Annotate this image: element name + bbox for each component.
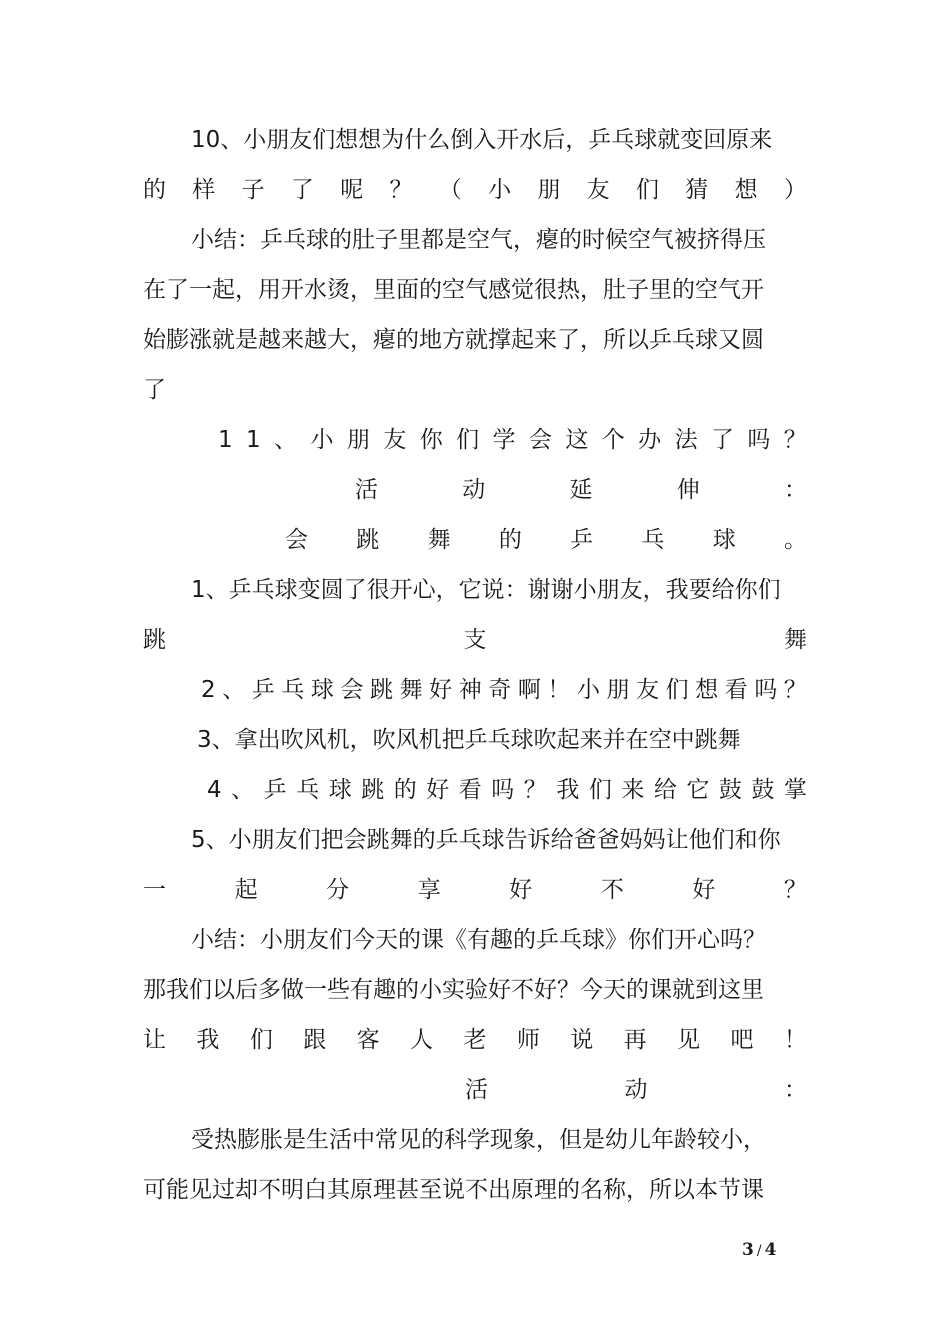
justified-char: （: [438, 177, 462, 203]
justified-char: 乓: [641, 527, 665, 553]
justified-char: 1: [246, 427, 261, 453]
justified-char: 伸: [676, 477, 700, 503]
justified-char: 动: [624, 1077, 648, 1103]
justified-char: 友: [586, 177, 610, 203]
justified-char: 说: [570, 1027, 594, 1053]
justified-char: 小: [310, 427, 334, 453]
justified-char: 2: [201, 677, 216, 703]
justified-char: 好: [429, 677, 453, 703]
justified-char: 呢: [340, 177, 364, 203]
justified-char: 舞: [399, 677, 423, 703]
paragraph-line-justified: [143, 415, 807, 465]
justified-char: 乓: [296, 777, 320, 803]
justified-char: 舞: [784, 627, 807, 653]
summary-line: 小结：乒乓球的肚子里都是空气，瘪的时候空气被挤得压: [191, 227, 766, 253]
justified-char: 看: [724, 677, 748, 703]
justified-char: 师: [516, 1027, 540, 1053]
current-page: 3: [742, 1240, 754, 1260]
justified-char: 们: [588, 777, 612, 803]
step-line-justified: [143, 615, 807, 665]
total-pages: 4: [764, 1240, 777, 1260]
justified-char: 乒: [263, 777, 287, 803]
justified-char: 一: [143, 877, 166, 903]
justified-char: 乓: [281, 677, 305, 703]
justified-char: 不: [600, 877, 624, 903]
justified-char: 个: [601, 427, 625, 453]
paragraph-line: 可能见过却不明白其原理甚至说不出原理的名称，所以本节课: [143, 1177, 764, 1203]
justified-char: ？: [783, 427, 807, 453]
justified-char: 延: [569, 477, 593, 503]
justified-char: 吗: [491, 777, 515, 803]
justified-char: 子: [241, 177, 265, 203]
justified-char: 的: [393, 777, 417, 803]
justified-char: 好: [426, 777, 450, 803]
justified-char: 支: [463, 627, 487, 653]
justified-char: 人: [410, 1027, 434, 1053]
justified-char: 奇: [488, 677, 512, 703]
justified-char: 吧: [730, 1027, 754, 1053]
justified-char: 它: [686, 777, 710, 803]
justified-char: 、: [274, 427, 298, 453]
paragraph-line-justified: [143, 1015, 807, 1065]
justified-char: 小: [576, 677, 600, 703]
paragraph-line: 那我们以后多做一些有趣的小实验好不好？今天的课就到这里: [143, 977, 764, 1003]
justified-char: 分: [326, 877, 350, 903]
justified-char: 的: [143, 177, 166, 203]
justified-char: 朋: [346, 427, 370, 453]
justified-char: 们: [249, 1027, 273, 1053]
justified-char: 老: [463, 1027, 487, 1053]
justified-char: 啊: [517, 677, 541, 703]
paragraph-line: 始膨涨就是越来越大，瘪的地方就撑起来了，所以乒乓球又圆: [143, 327, 764, 353]
justified-char: 友: [636, 677, 660, 703]
justified-char: 友: [383, 427, 407, 453]
justified-char: 再: [623, 1027, 647, 1053]
justified-char: ？: [783, 677, 807, 703]
step-line: 3、拿出吹风机，吹风机把乒乓球吹起来并在空中跳舞: [197, 727, 741, 753]
paragraph-line: 了: [143, 377, 166, 403]
justified-char: 办: [638, 427, 662, 453]
justified-char: 。: [783, 527, 807, 553]
justified-char: 、: [231, 777, 255, 803]
justified-char: 乒: [570, 527, 594, 553]
paragraph-line-justified: [143, 165, 807, 215]
justified-char: 小: [488, 177, 512, 203]
justified-char: 舞: [427, 527, 451, 553]
justified-char: 、: [222, 677, 246, 703]
justified-char: 这: [565, 427, 589, 453]
justified-char: ！: [783, 1027, 807, 1053]
justified-char: 跳: [370, 677, 394, 703]
justified-char: 让: [143, 1027, 166, 1053]
justified-char: 好: [692, 877, 716, 903]
justified-char: 看: [458, 777, 482, 803]
justified-char: 我: [196, 1027, 220, 1053]
step-line: 1、乒乓球变圆了很开心，它说：谢谢小朋友，我要给你们: [191, 577, 781, 603]
justified-char: 享: [417, 877, 441, 903]
activity-title: [143, 515, 807, 565]
justified-char: 样: [192, 177, 216, 203]
justified-char: 们: [635, 177, 659, 203]
justified-char: ？: [523, 777, 547, 803]
paragraph-line: 10、小朋友们想想为什么倒入开水后，乒乓球就变回原来: [191, 127, 773, 153]
justified-char: 吗: [754, 677, 778, 703]
justified-char: 想: [734, 177, 758, 203]
justified-char: 会: [285, 527, 308, 553]
section-heading-activity-extension: [143, 465, 807, 515]
justified-char: 活: [355, 477, 378, 503]
step-line-justified: [143, 865, 807, 915]
paragraph-line: 在了一起，用开水烫，里面的空气感觉很热，肚子里的空气开: [143, 277, 764, 303]
justified-char: 4: [207, 777, 222, 803]
paragraph-line: 受热膨胀是生活中常见的科学现象，但是幼儿年龄较小，: [191, 1127, 766, 1153]
justified-char: 我: [556, 777, 580, 803]
step-line: 5、小朋友们把会跳舞的乒乓球告诉给爸爸妈妈让他们和你: [191, 827, 781, 853]
justified-char: 起: [234, 877, 258, 903]
section-heading-activity: [143, 1065, 807, 1115]
justified-char: 跳: [356, 527, 380, 553]
justified-char: 吗: [747, 427, 771, 453]
justified-char: 来: [621, 777, 645, 803]
justified-char: 鼓: [718, 777, 742, 803]
justified-char: 跳: [143, 627, 166, 653]
justified-char: ？: [389, 177, 413, 203]
justified-char: 球: [712, 527, 736, 553]
justified-char: 神: [458, 677, 482, 703]
justified-char: 球: [328, 777, 352, 803]
justified-char: 客: [356, 1027, 380, 1053]
justified-char: 乒: [251, 677, 275, 703]
summary-line: 小结：小朋友们今天的课《有趣的乒乓球》你们开心吗？: [191, 927, 766, 953]
justified-char: 好: [509, 877, 533, 903]
step-line-justified: [143, 765, 807, 815]
justified-char: 会: [528, 427, 552, 453]
justified-char: 动: [462, 477, 486, 503]
justified-char: 跟: [303, 1027, 327, 1053]
justified-char: 活: [465, 1077, 488, 1103]
justified-char: 了: [290, 177, 314, 203]
step-line-justified: [143, 665, 807, 715]
justified-char: 球: [310, 677, 334, 703]
justified-char: 法: [674, 427, 698, 453]
justified-char: 们: [665, 677, 689, 703]
justified-char: 你: [419, 427, 443, 453]
justified-char: 跳: [361, 777, 385, 803]
justified-char: 1: [218, 427, 233, 453]
justified-char: 学: [492, 427, 516, 453]
justified-char: 猜: [685, 177, 709, 203]
justified-char: ：: [784, 1077, 807, 1103]
justified-char: 想: [695, 677, 719, 703]
justified-char: 的: [498, 527, 522, 553]
justified-char: ）: [783, 177, 807, 203]
justified-char: ：: [784, 477, 807, 503]
page-separator: /: [756, 1243, 762, 1259]
justified-char: 掌: [783, 777, 807, 803]
justified-char: ？: [783, 877, 807, 903]
justified-char: 给: [653, 777, 677, 803]
justified-char: 见: [677, 1027, 701, 1053]
justified-char: ！: [547, 677, 571, 703]
justified-char: 了: [710, 427, 734, 453]
justified-char: 会: [340, 677, 364, 703]
page-number: [742, 1240, 776, 1260]
justified-char: 朋: [606, 677, 630, 703]
justified-char: 们: [456, 427, 480, 453]
justified-char: 朋: [537, 177, 561, 203]
justified-char: 鼓: [751, 777, 775, 803]
